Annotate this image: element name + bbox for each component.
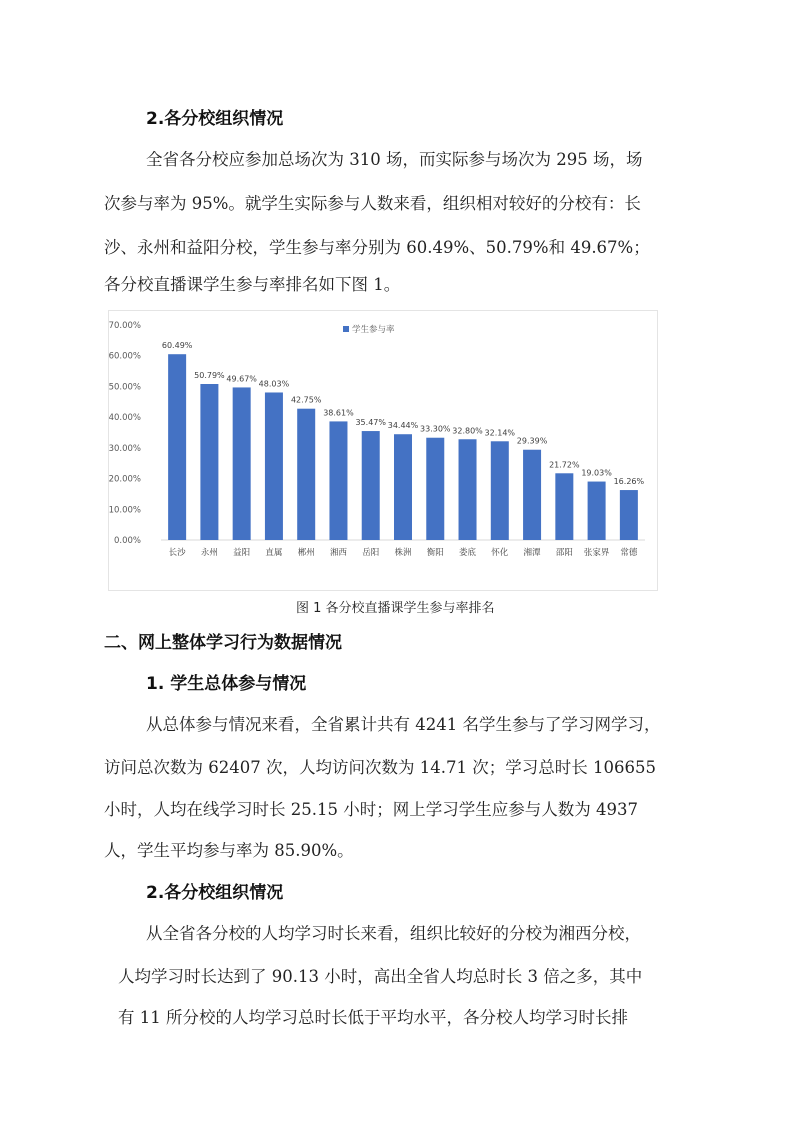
participation-rate-chart	[108, 310, 658, 591]
paragraph-line: 访问总次数为 62407 次，人均访问次数为 14.71 次；学习总时长 106655	[104, 758, 656, 777]
x-tick-label: 湘西	[329, 548, 347, 558]
paragraph-line: 沙、永州和益阳分校，学生参与率分别为 60.49%、50.79%和 49.67%；	[104, 238, 650, 257]
bar-value-label: 38.61%	[323, 408, 354, 418]
legend-swatch	[343, 326, 349, 332]
paragraph-line: 有 11 所分校的人均学习总时长低于平均水平，各分校人均学习时长排	[118, 1008, 628, 1027]
paragraph-line: 从全省各分校的人均学习时长来看，组织比较好的分校为湘西分校，	[146, 924, 641, 943]
bar	[329, 421, 347, 540]
bar-value-label: 32.14%	[484, 428, 516, 438]
bar-chart-svg	[109, 311, 657, 590]
bar-value-label: 42.75%	[290, 395, 322, 405]
x-tick-label: 常德	[620, 548, 638, 558]
bar	[620, 490, 638, 540]
y-tick-label: 20.00%	[109, 474, 141, 485]
bar	[459, 439, 477, 540]
paragraph-line: 人均学习时长达到了 90.13 小时，高出全省人均总时长 3 倍之多，其中	[118, 967, 643, 986]
y-tick-label: 0.00%	[113, 536, 141, 546]
x-tick-label: 邵阳	[555, 548, 573, 558]
bar-value-label: 48.03%	[258, 379, 290, 389]
section-heading-overall-participation: 1. 学生总体参与情况	[146, 674, 307, 694]
chart-caption: 图 1 各分校直播课学生参与率排名	[296, 601, 495, 616]
paragraph-line: 各分校直播课学生参与率排名如下图 1。	[104, 275, 401, 294]
x-tick-label: 郴州	[297, 548, 315, 558]
bar-value-label: 35.47%	[355, 418, 386, 428]
legend-label: 学生参与率	[352, 325, 395, 335]
bar-value-label: 19.03%	[581, 468, 612, 478]
section-heading-branch-organization-2: 2.各分校组织情况	[146, 883, 284, 903]
x-tick-label: 永州	[200, 548, 218, 558]
y-tick-label: 10.00%	[109, 505, 141, 516]
bar	[265, 392, 283, 540]
bar-value-label: 50.79%	[194, 371, 225, 381]
y-tick-label: 60.00%	[109, 351, 141, 362]
bar-value-label: 33.30%	[420, 424, 451, 434]
bar	[555, 473, 573, 540]
chapter-heading: 二、网上整体学习行为数据情况	[104, 633, 342, 653]
y-tick-label: 70.00%	[109, 321, 141, 331]
paragraph-line: 次参与率为 95%。就学生实际参与人数来看，组织相对较好的分校有：长	[104, 194, 641, 213]
bar	[297, 409, 315, 540]
bar	[523, 450, 541, 540]
bar-value-label: 32.80%	[452, 426, 483, 436]
bar	[168, 354, 186, 540]
x-tick-label: 衡阳	[426, 548, 444, 558]
y-tick-label: 30.00%	[109, 443, 141, 454]
x-tick-label: 怀化	[491, 548, 509, 558]
x-tick-label: 娄底	[459, 548, 477, 558]
bar	[233, 387, 251, 540]
bar-value-label: 21.72%	[549, 460, 580, 470]
bar-value-label: 60.49%	[161, 341, 193, 351]
paragraph-line: 全省各分校应参加总场次为 310 场，而实际参与场次为 295 场，场	[146, 150, 643, 169]
x-tick-label: 湘潭	[523, 548, 541, 558]
paragraph-line: 从总体参与情况来看，全省累计共有 4241 名学生参与了学习网学习，	[146, 715, 661, 734]
bar	[426, 438, 444, 540]
x-tick-label: 岳阳	[362, 548, 380, 558]
y-tick-label: 50.00%	[109, 382, 141, 393]
bar-value-label: 34.44%	[387, 421, 419, 431]
bar	[362, 431, 380, 540]
paragraph-line: 人，学生平均参与率为 85.90%。	[104, 841, 354, 860]
x-tick-label: 张家界	[583, 548, 610, 558]
y-tick-label: 40.00%	[109, 413, 141, 424]
x-tick-label: 株洲	[394, 548, 412, 558]
x-tick-label: 益阳	[233, 548, 251, 558]
bar-value-label: 49.67%	[226, 374, 257, 384]
bar	[491, 441, 509, 540]
bar	[394, 434, 412, 540]
paragraph-line: 小时，人均在线学习时长 25.15 小时；网上学习学生应参与人数为 4937	[104, 800, 638, 819]
bar	[588, 482, 606, 540]
x-tick-label: 直属	[265, 548, 283, 558]
bar-value-label: 16.26%	[613, 477, 645, 487]
bar-value-label: 29.39%	[516, 436, 548, 446]
section-heading-branch-organization: 2.各分校组织情况	[146, 109, 284, 129]
x-tick-label: 长沙	[168, 548, 186, 558]
bar	[200, 384, 218, 540]
